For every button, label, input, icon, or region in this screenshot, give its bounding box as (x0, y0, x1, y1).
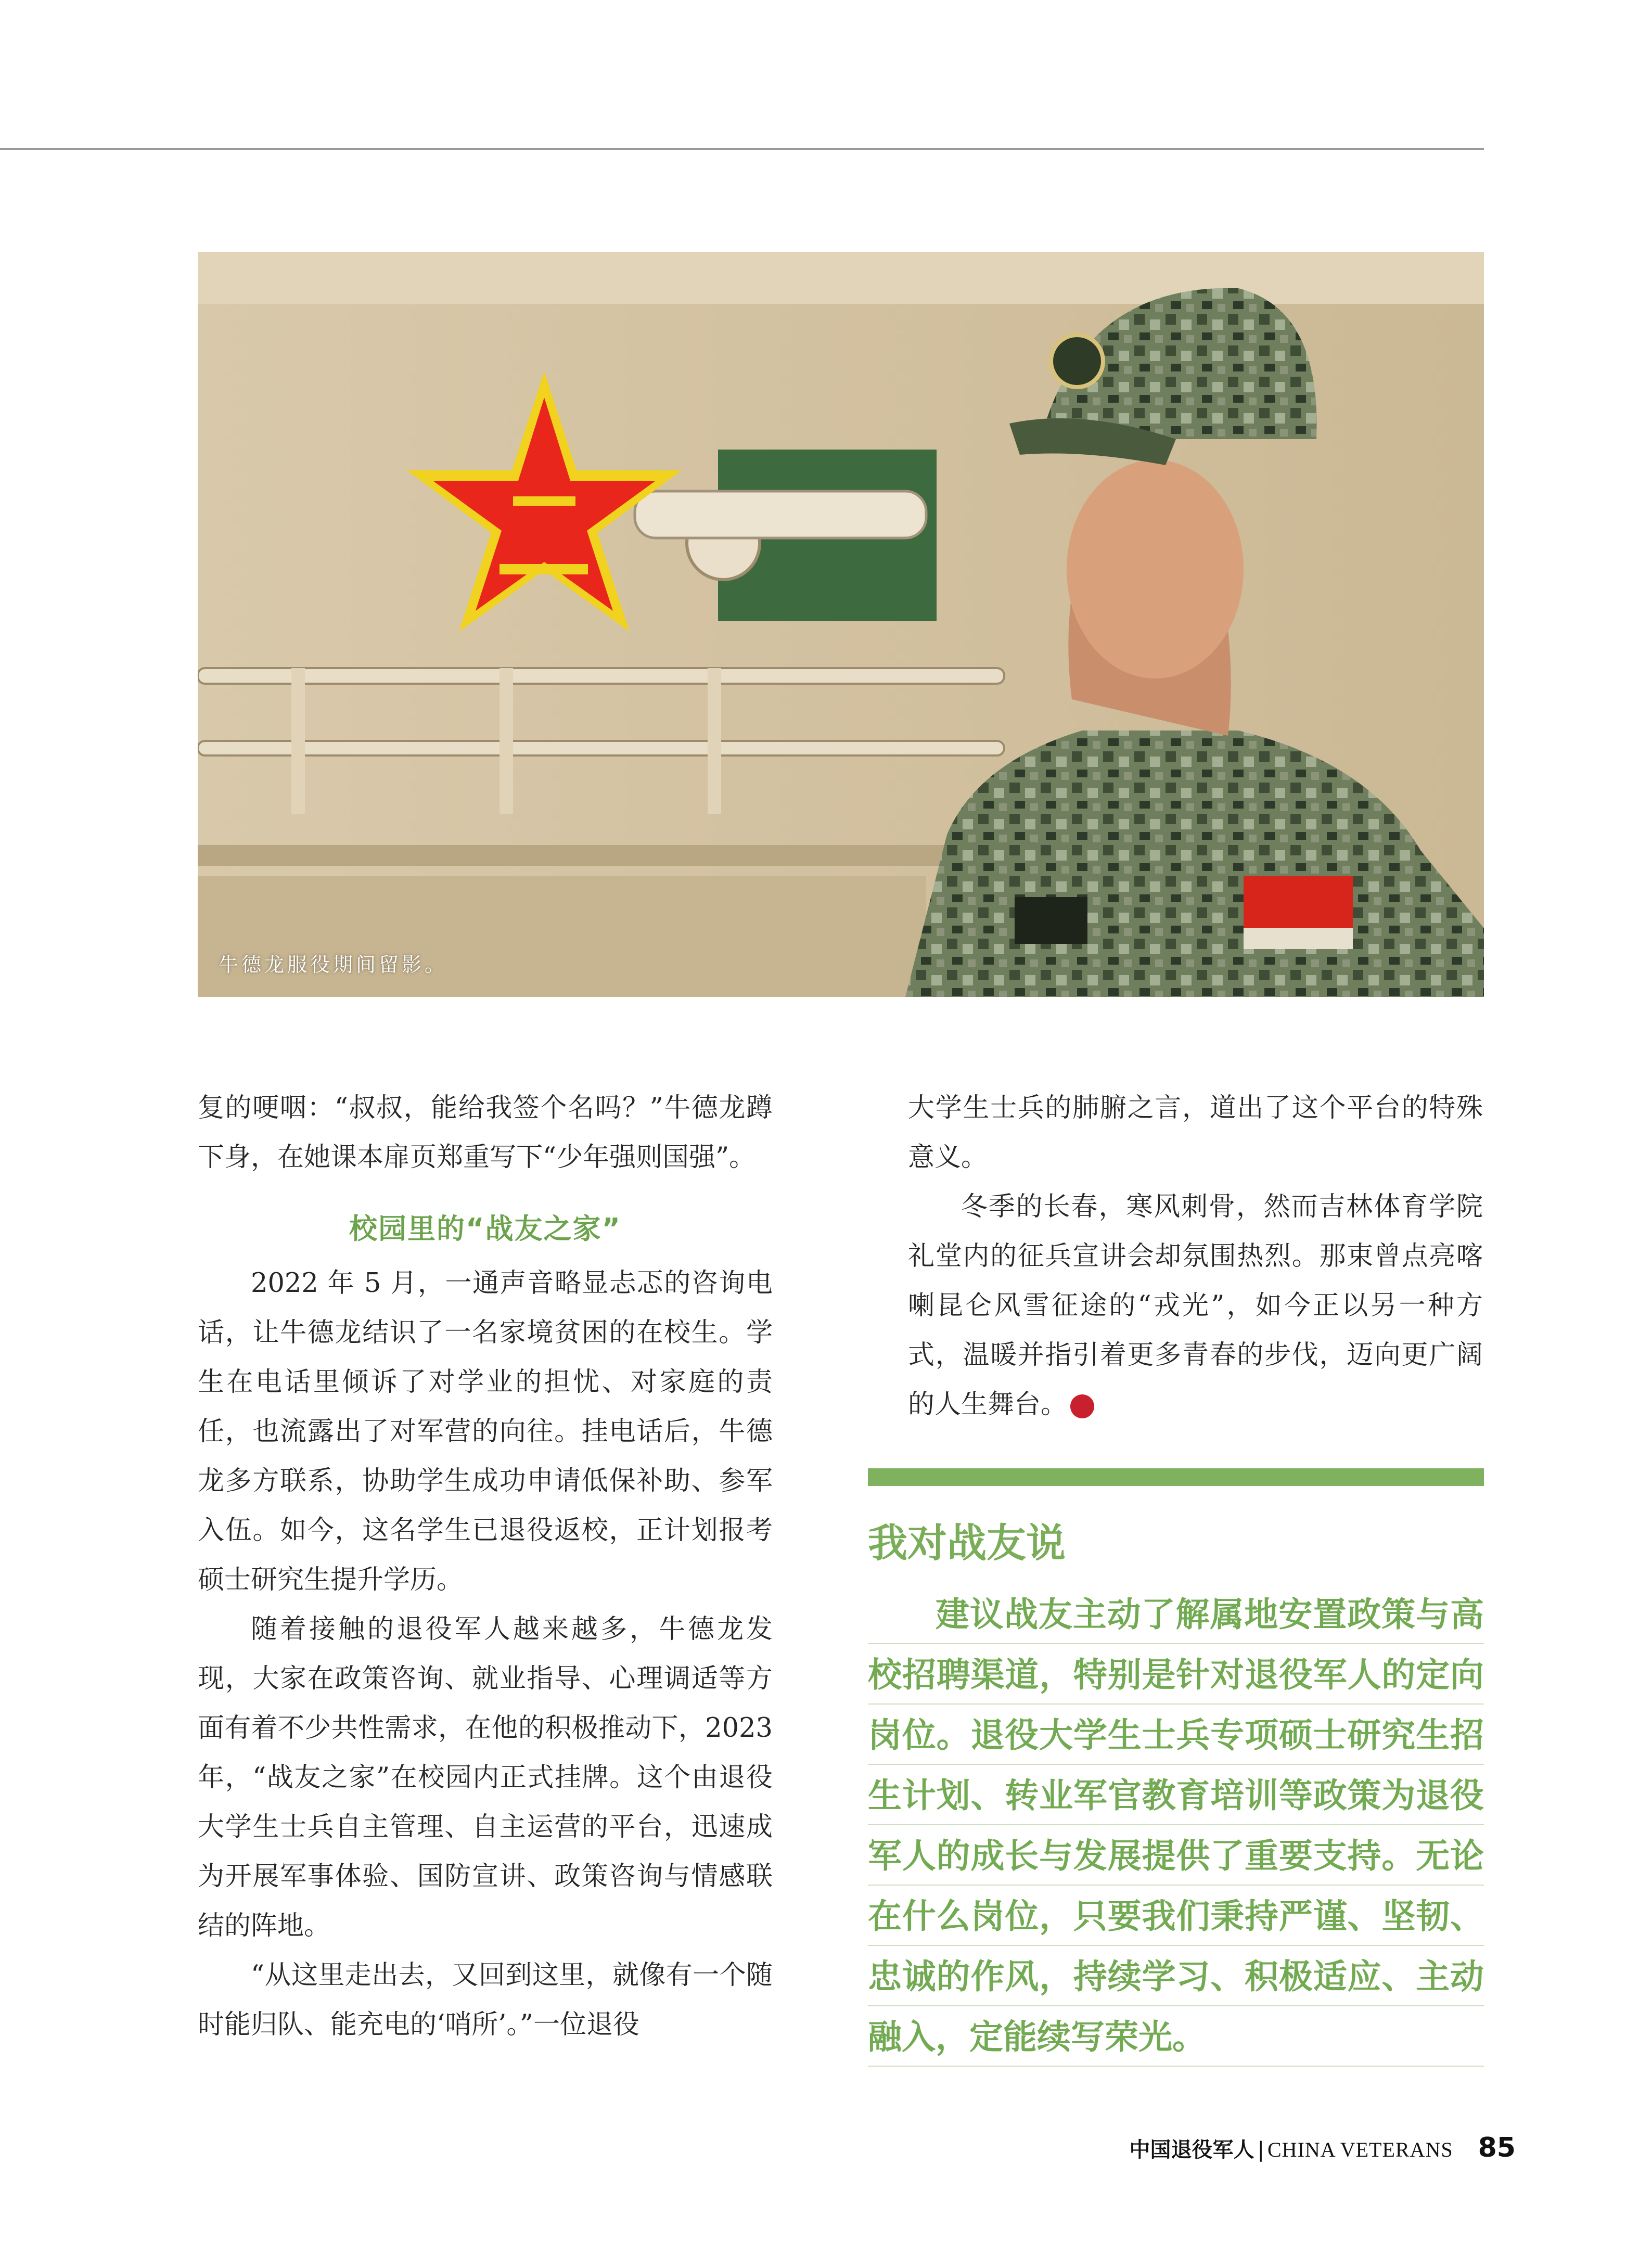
footer-separator: | (1257, 2138, 1264, 2162)
feature-photo (198, 252, 1484, 997)
magazine-name-en: CHINA VETERANS (1267, 2138, 1453, 2161)
left-column (198, 1083, 773, 2049)
right-column (908, 1083, 1483, 1429)
sidebar-top-bar (868, 1468, 1484, 1486)
top-rule (0, 148, 1484, 150)
soldier-photo-illustration (198, 252, 1484, 997)
page-number: 85 (1478, 2132, 1516, 2163)
paragraph: 复的哽咽：“叔叔，能给我签个名吗？”牛德龙蹲下身，在她课本扉页郑重写下“少年强则国强”。 (198, 1093, 773, 1173)
page-footer (1130, 2132, 1516, 2163)
end-of-article-icon: V (1070, 1394, 1094, 1418)
paragraph: 2022 年 5 月，一通声音略显忐忑的咨询电话，让牛德龙结识了一名家境贫困的在校生。学生在电话里倾诉了对学业的担忧、对家庭的责任，也流露出了对军营的向往。挂电话后，牛德龙多方联系，协助学生成功申请低保补助、参军入伍。如今，这名学生已退役返校，正计划报考硕士研究生提升学历。 (198, 1268, 773, 1595)
paragraph-text: 冬季的长春，寒风刺骨，然而吉林体育学院礼堂内的征兵宣讲会却氛围热烈。那束曾点亮喀喇昆仑风雪征途的“戎光”，如今正以另一种方式，温暖并指引着更多青春的步伐，迈向更广阔的人生舞台。 (908, 1192, 1483, 1420)
paragraph: 随着接触的退役军人越来越多，牛德龙发现，大家在政策咨询、就业指导、心理调适等方面有着不少共性需求，在他的积极推动下，2023 年，“战友之家”在校园内正式挂牌。这个由退役大学生士兵自主管理、自主运营的平台，迅速成为开展军事体验、国防宣讲、政策咨询与情感联结的阵地。 (198, 1614, 773, 1941)
paragraph: “从这里走出去，又回到这里，就像有一个随时能归队、能充电的‘哨所’。”一位退役 (198, 1960, 773, 2040)
section-subhead: 校园里的“战友之家” (349, 1212, 621, 1245)
sidebar-title: 我对战友说 (868, 1520, 1066, 1566)
magazine-name-cn: 中国退役军人 (1129, 2138, 1254, 2162)
sidebar-body: 建议战友主动了解属地安置政策与高校招聘渠道，特别是针对退役军人的定向岗位。退役大学生士兵专项硕士研究生招生计划、转业军官教育培训等政策为退役军人的成长与发展提供了重要支持。无论在什么岗位，只要我们秉持严谨、坚韧、忠诚的作风，持续学习、积极适应、主动融入，定能续写荣光。 (868, 1585, 1484, 2068)
paragraph: 大学生士兵的肺腑之言，道出了这个平台的特殊意义。 (908, 1093, 1483, 1173)
paragraph-with-end-mark (908, 1182, 1483, 1429)
photo-caption: 牛德龙服役期间留影。 (219, 953, 448, 976)
